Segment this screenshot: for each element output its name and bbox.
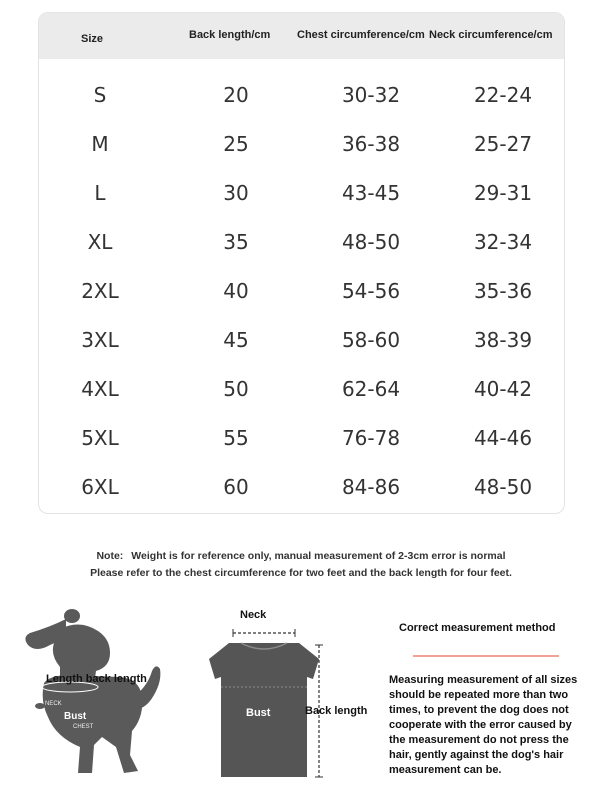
cell-back: 40 [223,279,249,303]
cell-size: 6XL [81,475,119,499]
cell-neck: 29-31 [473,181,533,205]
cell-size: 2XL [81,279,119,303]
method-text: Measuring measurement of all sizes should be repeated more than two times, to prevent the dog does not cooperate with the error caused by the measurement do not press the hair, gently against the dog's hair measurement can be. [389,674,578,776]
cell-chest: 36-38 [341,132,401,156]
header-neck: Neck circumference/cm [429,29,553,41]
note-line-1 [0,550,602,562]
note-line-2: Please refer to the chest circumference for two feet and the back length for four feet. [90,567,512,579]
cell-size: 4XL [81,377,119,401]
table-row [39,267,564,316]
table-row [39,169,564,218]
length-back-label: Length back length [46,673,147,685]
cell-chest: 76-78 [341,426,401,450]
size-chart-table [38,12,565,514]
cell-neck: 40-42 [473,377,533,401]
cell-neck: 44-46 [473,426,533,450]
cell-back: 50 [223,377,249,401]
cell-back: 20 [223,83,249,107]
cell-chest: 84-86 [341,475,401,499]
dog-neck-label: NECK [45,701,62,707]
cell-back: 30 [223,181,249,205]
header-back-length: Back length/cm [189,29,271,41]
table-row [39,120,564,169]
note-text-1: Weight is for reference only, manual measurement of 2-3cm error is normal [131,550,506,562]
cell-neck: 48-50 [473,475,533,499]
cell-neck: 22-24 [473,83,533,107]
dog-silhouette-icon [20,605,170,795]
dog-chest-label: CHEST [73,724,94,730]
accent-divider [413,655,559,657]
cell-back: 55 [223,426,249,450]
header-size: Size [81,33,104,45]
cell-size: XL [87,230,113,254]
cell-neck: 38-39 [473,328,533,352]
cell-back: 25 [223,132,249,156]
cell-chest: 58-60 [341,328,401,352]
cell-back: 60 [223,475,249,499]
cell-back: 35 [223,230,249,254]
cell-size: 5XL [81,426,119,450]
table-row [39,365,564,414]
cell-size: L [94,181,106,205]
cell-neck: 32-34 [473,230,533,254]
shirt-neck-label: Neck [240,609,267,621]
shirt-back-length-label: Back length [305,705,368,717]
cell-chest: 54-56 [341,279,401,303]
header-chest: Chest circumference/cm [297,29,425,41]
cell-size: 3XL [81,328,119,352]
shirt-silhouette-icon [195,605,385,795]
table-row [39,414,564,463]
method-title: Correct measurement method [399,622,556,634]
table-header-row [39,13,564,59]
cell-neck: 25-27 [473,132,533,156]
note-label: Note: [96,550,124,562]
cell-chest: 62-64 [341,377,401,401]
cell-size: S [93,83,107,107]
cell-neck: 35-36 [473,279,533,303]
table-row [39,463,564,512]
cell-chest: 30-32 [341,83,401,107]
table-row [39,218,564,267]
dog-bust-label: Bust [64,711,87,722]
shirt-bust-label: Bust [246,707,271,719]
table-row [39,316,564,365]
cell-chest: 48-50 [341,230,401,254]
table-row [39,71,564,120]
cell-chest: 43-45 [341,181,401,205]
cell-back: 45 [223,328,249,352]
cell-size: M [91,132,109,156]
